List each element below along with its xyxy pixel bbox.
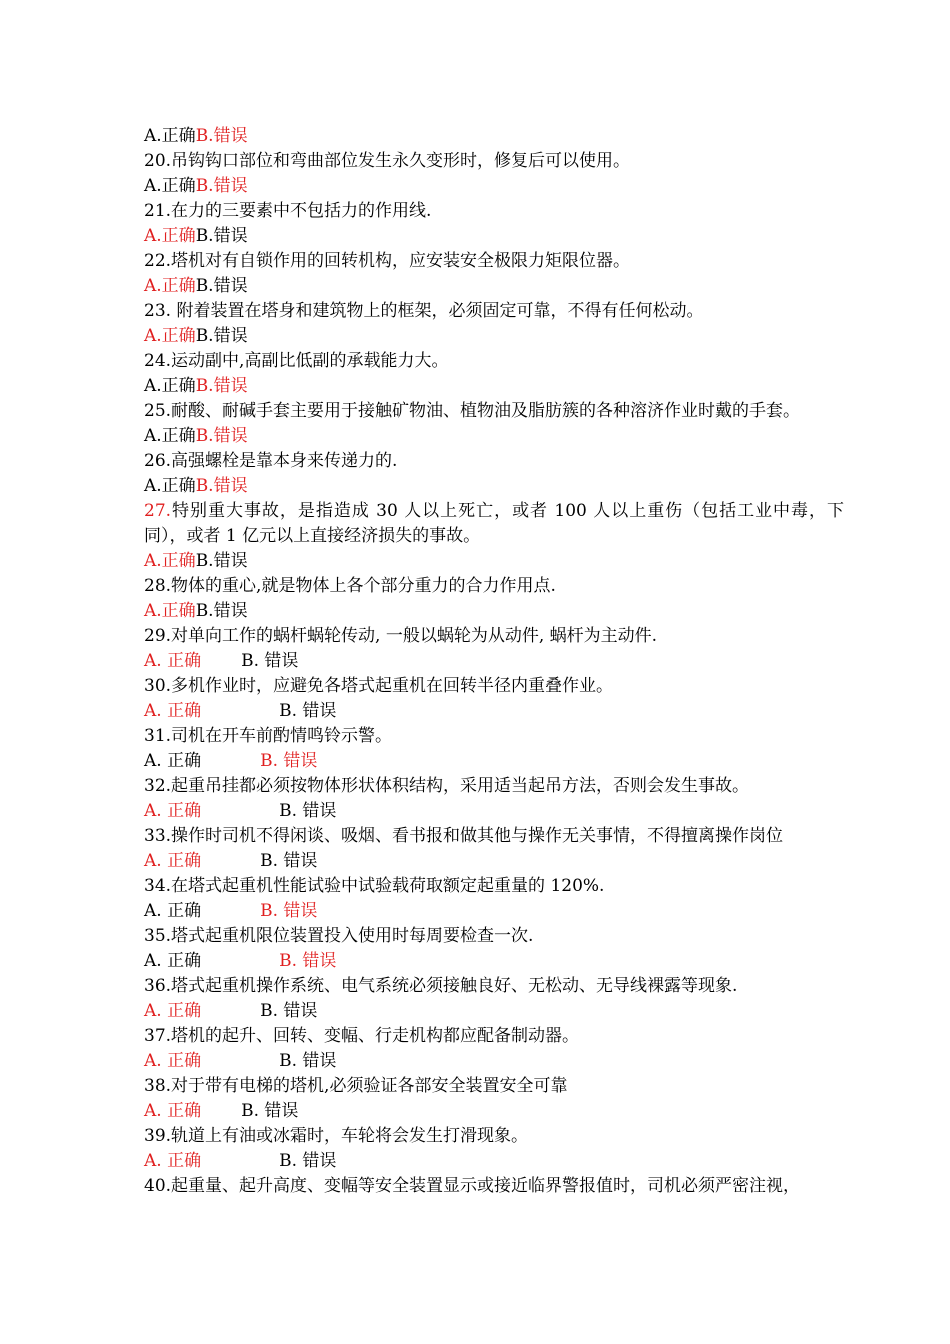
question-39: 39.轨道上有油或冰霜时，车轮将会发生打滑现象。 [144,1126,529,1146]
answer-line-33 [144,849,844,874]
answer-line-39 [144,1149,844,1174]
question-22: 22.塔机对有自锁作用的回转机构，应安装安全极限力矩限位器。 [144,251,631,271]
answer-b: B. 错误 [279,701,337,721]
answer-a: A. 正确 [144,701,202,721]
answer-line-25 [144,424,844,449]
question-35: 35.塔式起重机限位装置投入使用时每周要检查一次. [144,926,534,946]
question-26: 26.高强螺栓是靠本身来传递力的. [144,451,398,471]
answer-a: A.正确 [144,426,196,446]
question-20: 20.吊钩钩口部位和弯曲部位发生永久变形时，修复后可以使用。 [144,151,631,171]
answer-line-22 [144,274,844,299]
question-27 [144,499,844,549]
answer-line-38 [144,1099,844,1124]
answer-a: A.正确 [144,326,196,346]
answer-b: B.错误 [195,601,248,621]
answer-a: A.正确 [144,601,196,621]
answer-a: A. 正确 [144,751,202,771]
answer-a: A. 正确 [144,1001,202,1021]
question-33: 33.操作时司机不得闲谈、吸烟、看书报和做其他与操作无关事情，不得擅离操作岗位 [144,826,784,846]
answer-line-32 [144,799,844,824]
answer-b: B.错误 [195,226,248,246]
question-38: 38.对于带有电梯的塔机,必须验证各部安全装置安全可靠 [144,1076,568,1096]
answer-b: B. 错误 [279,801,337,821]
question-32: 32.起重吊挂都必须按物体形状体积结构，采用适当起吊方法，否则会发生事故。 [144,776,750,796]
answer-b: B.错误 [195,326,248,346]
answer-b: B. 错误 [241,651,299,671]
answer-b: B. 错误 [260,901,318,921]
answer-b: B.错误 [195,176,248,196]
answer-a: A.正确 [144,126,196,146]
answer-line-23 [144,324,844,349]
question-40: 40.起重量、起升高度、变幅等安全装置显示或接近临界警报值时，司机必须严密注视， [144,1176,801,1196]
answer-b: B. 错误 [279,951,337,971]
answer-a: A.正确 [144,226,196,246]
answer-b: B. 错误 [260,751,318,771]
document-page [144,124,844,1199]
answer-line-20 [144,174,844,199]
answer-a: A. 正确 [144,1051,202,1071]
answer-line-21 [144,224,844,249]
answer-a: A. 正确 [144,651,202,671]
answer-line-30 [144,699,844,724]
answer-b: B.错误 [195,551,248,571]
answer-a: A. 正确 [144,801,202,821]
question-24: 24.运动副中,高副比低副的承载能力大。 [144,351,449,371]
question-23: 23. 附着装置在塔身和建筑物上的框架，必须固定可靠，不得有任何松动。 [144,301,704,321]
answer-a: A. 正确 [144,1151,202,1171]
answer-line-35 [144,949,844,974]
question-25: 25.耐酸、耐碱手套主要用于接触矿物油、植物油及脂肪簇的各种溶济作业时戴的手套。 [144,401,801,421]
answer-b: B. 错误 [260,1001,318,1021]
answer-line-31 [144,749,844,774]
answer-b: B. 错误 [279,1051,337,1071]
question-text: 特别重大事故，是指造成 30 人以上死亡，或者 100 人以上重伤（包括工业中毒，下同），或者 1 亿元以上直接经济损失的事故。 [144,501,844,546]
answer-b: B. 错误 [241,1101,299,1121]
answer-line-24 [144,374,844,399]
question-36: 36.塔式起重机操作系统、电气系统必须接触良好、无松动、无导线裸露等现象. [144,976,738,996]
answer-line-36 [144,999,844,1024]
question-31: 31.司机在开车前酌情鸣铃示警。 [144,726,393,746]
answer-b: B.错误 [195,476,248,496]
question-34: 34.在塔式起重机性能试验中试验载荷取额定起重量的 120%. [144,876,605,896]
answer-a: A. 正确 [144,901,202,921]
answer-b: B.错误 [195,376,248,396]
answer-line-26 [144,474,844,499]
question-28: 28.物体的重心,就是物体上各个部分重力的合力作用点. [144,576,556,596]
answer-b: B.错误 [195,276,248,296]
question-30: 30.多机作业时，应避免各塔式起重机在回转半径内重叠作业。 [144,676,614,696]
answer-b: B. 错误 [279,1151,337,1171]
answer-line-28 [144,599,844,624]
answer-a: A. 正确 [144,951,202,971]
question-37: 37.塔机的起升、回转、变幅、行走机构都应配备制动器。 [144,1026,580,1046]
answer-line-27 [144,549,844,574]
answer-a: A.正确 [144,376,196,396]
answer-a: A.正确 [144,276,196,296]
answer-a: A.正确 [144,551,196,571]
answer-b: B. 错误 [260,851,318,871]
answer-line-19 [144,124,844,149]
answer-a: A. 正确 [144,851,202,871]
question-number: 27. [144,501,172,521]
question-21: 21.在力的三要素中不包括力的作用线. [144,201,432,221]
answer-a: A. 正确 [144,1101,202,1121]
answer-b: B.错误 [195,426,248,446]
question-29: 29.对单向工作的蜗杆蜗轮传动, 一般以蜗轮为从动件, 蜗杆为主动件. [144,626,658,646]
answer-a: A.正确 [144,476,196,496]
answer-line-29 [144,649,844,674]
answer-b: B.错误 [195,126,248,146]
answer-line-34 [144,899,844,924]
answer-a: A.正确 [144,176,196,196]
answer-line-37 [144,1049,844,1074]
